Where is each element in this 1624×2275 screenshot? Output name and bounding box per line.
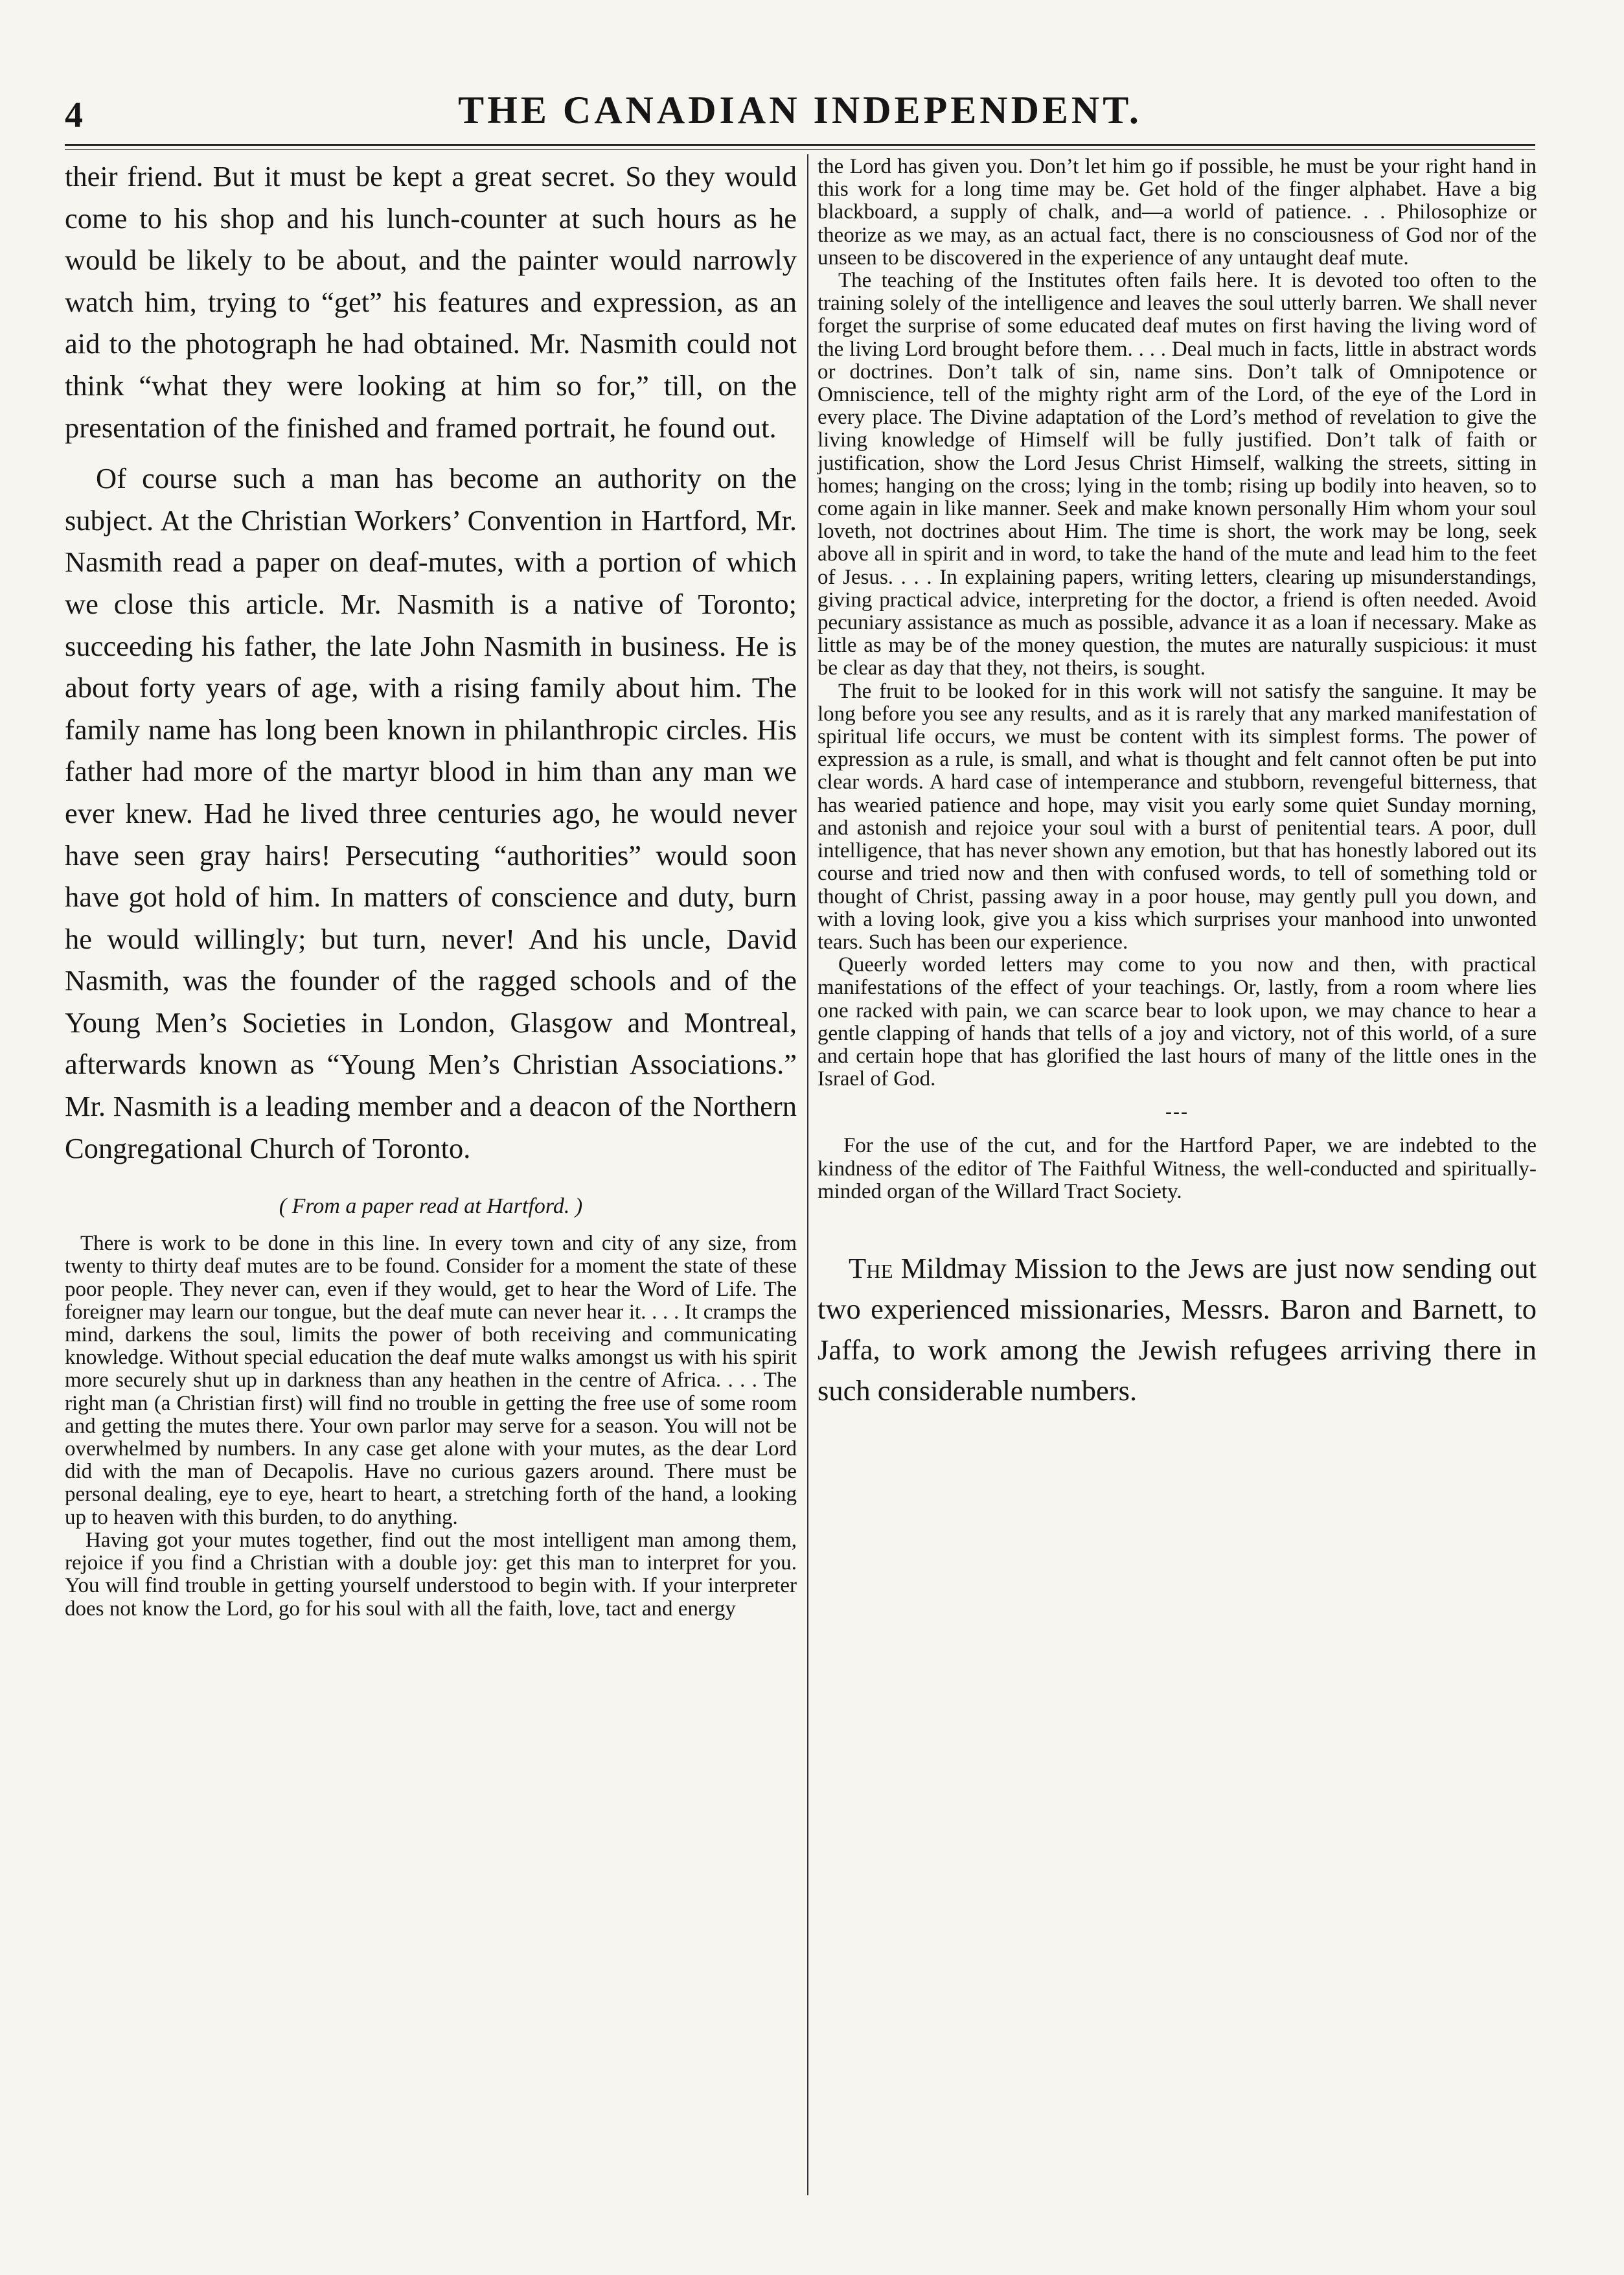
page-number: 4 xyxy=(65,95,83,135)
paper-paragraph: The teaching of the Institutes often fails here. It is devoted too often to the training solely of the intelligence and leaves the soul utterly barren. We shall never forget the surprise of some educated deaf mutes on first having the living word of the living Lord brought before them. . . . Deal much in facts, little in abstract words or doctrines. Don’t talk of sin, name sins. Don’t talk of Omnipotence or Omniscience, tell of the mighty right arm of the Lord, of the eye of the Lord in every place. The Divine adaptation of the Lord’s method of revelation to give the living knowledge of Himself will be fully justified. Don’t talk of faith or justification, show the Lord Jesus Christ Himself, walking the streets, sitting in homes; hanging on the cross; lying in the tomb; rising up bodily into heaven, so to come again in like manner. Seek and make known personally Him whom your soul loveth, not doctrines about Him. The time is short, the work may be long, seek above all in spirit and in word, to take the hand of the mute and lead him to the feet of Jesus. . . . In explaining papers, writing letters, clearing up misunderstandings, giving practical advice, interpreting for the doctor, a friend is often needed. Avoid pecuniary assistance as much as possible, advance it as a loan if necessary. Make as little as may be of the money question, the mutes are naturally suspicious: it must be clear as day that they, not theirs, is sought. xyxy=(818,269,1537,680)
mildmay-mission-notice xyxy=(818,1248,1537,1411)
paper-paragraph: Queerly worded letters may come to you now and then, with practical manifestations of the effect of your teachings. Or, lastly, from a room where lies one racked with pain, we can scarce bear to look upon, we may chance to hear a gentle clapping of hands that tells of a joy and victory, not of this world, of a sure and certain hope that has glorified the last hours of many of the little ones in the Israel of God. xyxy=(818,953,1537,1091)
header-rule xyxy=(65,144,1535,146)
paper-paragraph: The fruit to be looked for in this work will not satisfy the sanguine. It may be long before you see any results, and as it is rarely that any marked manifestation of spiritual life occurs, we must be content with its simplest forms. The power of expression as a rule, is small, and what is thought and felt cannot often be put into clear words. A hard case of intemperance and stubborn, revengeful bitterness, that has wearied patience and hope, may visit you early some quiet Sunday morning, and astonish and rejoice your soul with a burst of penitential tears. A poor, dull intelligence, that has never shown any emotion, but that has honestly labored out its course and tried now and then with confused words, to tell of something told or thought of Christ, passing away in a poor house, may gently pull you down, and with a loving look, give you a kiss which surprises your manhood into unwonted tears. Such has been our experience. xyxy=(818,679,1537,954)
section-separator: --- xyxy=(1165,1101,1189,1123)
paper-paragraph: Having got your mutes together, find out the most intelligent man among them, rejoice if you find a Christian with a double joy: get this man to interpret for you. You will find trouble in getting yourself understood to begin with. If your interpreter does not know the Lord, go for his soul with all the faith, love, tact and energy xyxy=(65,1528,797,1621)
column-divider xyxy=(807,154,808,2195)
paper-paragraph: There is work to be done in this line. In every town and city of any size, from twenty to thirty deaf mutes are to be found. Consider for a moment the state of these poor people. They never can, even if they would, get to hear the Word of Life. The foreigner may learn our tongue, but the deaf mute can never hear it. . . . It cramps the mind, darkens the soul, limits the power of both receiving and communicating knowledge. Without special education the deaf mute walks amongst us with his spirit more securely shut up in darkness than any heathen in the centre of Africa. . . . The right man (a Christian first) will find no trouble in getting the free use of some room and getting the mutes there. Your own parlor may serve for a season. You will not be overwhelmed by numbers. In any case get alone with your mutes, as the dear Lord did with the man of Decapolis. Have no curious gazers around. There must be personal dealing, eye to eye, heart to heart, a stretching forth of the hand, a looking up to heaven with this burden, to do anything. xyxy=(65,1232,797,1529)
header-rule-thin xyxy=(65,149,1535,150)
page-header xyxy=(65,88,1535,140)
acknowledgement-note: For the use of the cut, and for the Hartford Paper, we are indebted to the kindness of the editor of The Faithful Witness, the well-conducted and spiritually-minded organ of the Willard Tract Society. xyxy=(818,1134,1537,1204)
right-column xyxy=(818,156,1537,1411)
section-source-title: ( From a paper read at Hartford. ) xyxy=(279,1194,583,1219)
paper-paragraph: the Lord has given you. Don’t let him go if possible, he must be your right hand in this work for a long time may be. Get hold of the finger alphabet. Have a big blackboard, a supply of chalk, and—a world of patience. . . Philosophize or theorize as we may, as an actual fact, there is no consciousness of God nor of the unseen to be discovered in the experience of any untaught deaf mute. xyxy=(818,155,1537,270)
article-paragraph: Of course such a man has become an authority on the subject. At the Christian Workers’ Convention in Hartford, Mr. Nasmith read a paper on deaf-mutes, with a portion of which we close this article. Mr. Nasmith is a native of Toronto; succeeding his father, the late John Nasmith in business. He is about forty years of age, with a rising family about him. The family name has long been known in philanthropic circles. His father had more of the martyr blood in him than any man we ever knew. Had he lived three centuries ago, he would never have seen gray hairs! Persecuting “authorities” would soon have got hold of him. In matters of conscience and duty, burn he would willingly; but turn, never! And his uncle, David Nasmith, was the founder of the ragged schools and of the Young Men’s Societies in London, Glasgow and Montreal, afterwards known as “Young Men’s Christian Associations.” Mr. Nasmith is a leading member and a deacon of the Northern Congregational Church of Toronto. xyxy=(65,462,797,1164)
notice-lead-word: The xyxy=(849,1251,893,1284)
notice-text: Mildmay Mission to the Jews are just now sending out two experienced missionaries, Messrs. Baron and Barnett, to Jaffa, to work among the Jewish refugees arriving there in such considerable numbers. xyxy=(818,1251,1537,1407)
left-column xyxy=(65,156,797,1621)
masthead-title: THE CANADIAN INDEPENDENT. xyxy=(458,89,1142,132)
article-paragraph: their friend. But it must be kept a great secret. So they would come to his shop and his lunch-counter at such hours as he would be likely to be about, and the painter would narrowly watch him, trying to “get” his features and expression, as an aid to the photograph he had obtained. Mr. Nasmith could not think “what they were looking at him so for,” till, on the presentation of the finished and framed portrait, he found out. xyxy=(65,160,797,444)
